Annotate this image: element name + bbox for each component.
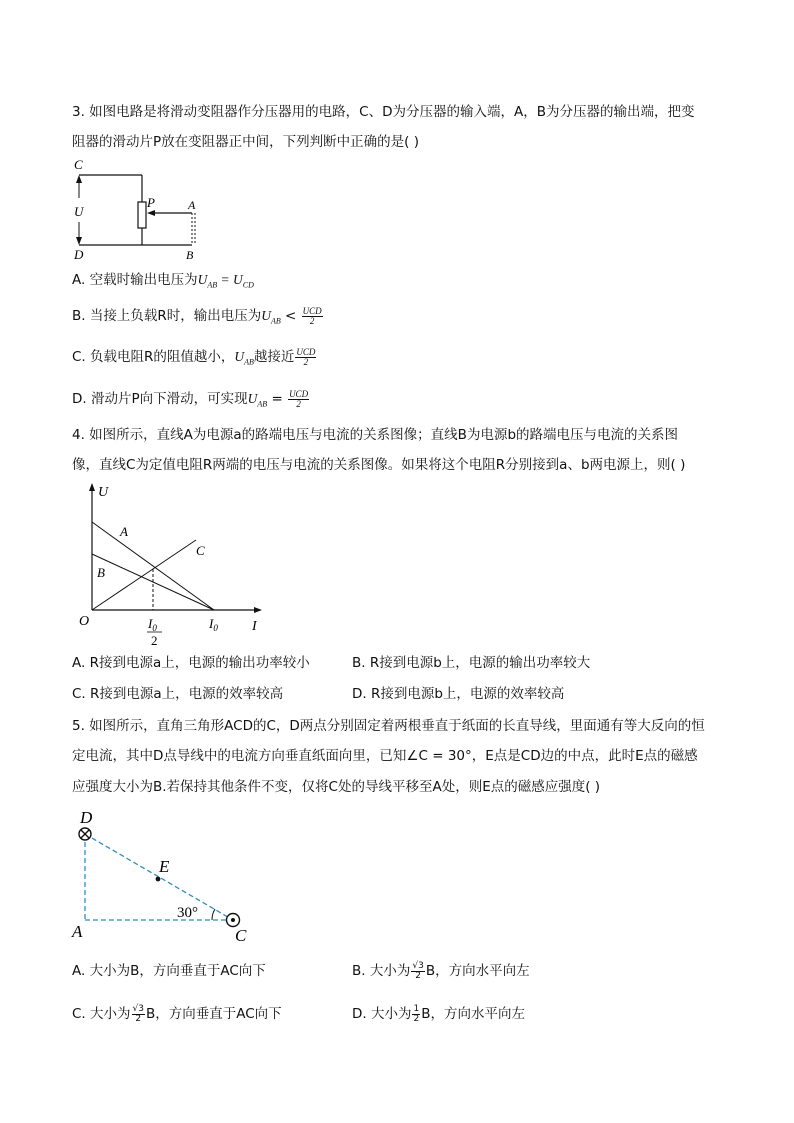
q4-i0-label: $I_0$ [209, 616, 218, 633]
q3-option-b: B. 当接上负载R时，输出电压为$U_{AB}$ < $\frac{\text{UCD}}{2}$ [72, 305, 322, 326]
q5-label-d: D [80, 808, 93, 827]
q5-triangle-figure [66, 804, 266, 949]
q4-half-i0-den: 2 [151, 633, 158, 648]
q3-stem-line2: 阻器的滑动片P放在变阻器正中间，下列判断中正确的是( ) [72, 134, 419, 150]
q4-stem-line2: 像，直线C为定值电阻R两端的电压与电流的关系图像。如果将这个电阻R分别接到a、b两电源上，则( ) [72, 457, 686, 473]
q3-label-u: U [74, 204, 84, 219]
q3-option-c: C. 负载电阻R的阻值越小，$U_{AB}$越接近 $\frac{\text{UCD}}{2}$ [72, 346, 316, 367]
q3-option-d: D. 滑动片P向下滑动，可实现$U_{AB}$ = $\frac{\text{UCD}}{2}$ [72, 388, 309, 409]
q5-point-e [156, 877, 161, 882]
q4-half-i0-num: $I_0$ [148, 616, 157, 633]
q3-label-b: B [186, 248, 194, 262]
q4-origin-label: O [79, 614, 90, 629]
q5-stem-line3: 应强度大小为B.若保持其他条件不变，仅将C处的导线平移至A处，则E点的磁感应强度( ) [72, 779, 601, 795]
q3-slider-arrow [147, 210, 155, 216]
q5-label-a: A [72, 922, 83, 941]
q3-label-a: A [188, 198, 196, 212]
q3-label-c: C [74, 157, 83, 172]
q4-line-a-label: A [120, 524, 128, 539]
q3-label-p: P [147, 195, 155, 210]
q5-option-a: A. 大小为B，方向垂直于AC向下 [72, 963, 266, 979]
q4-line-b-label: B [97, 565, 105, 580]
q3-stem-line1: 3. 如图电路是将滑动变阻器作分压器用的电路，C、D为分压器的输入端，A，B为分压器的输出端，把变 [72, 104, 695, 120]
q3-label-d: D [74, 247, 84, 262]
q3-option-a: A. 空载时输出电压为$U_{AB} = U_{CD}$ [72, 272, 254, 290]
q4-line-c [92, 540, 196, 610]
q5-angle-label: 30° [177, 905, 198, 921]
q5-stem-line2: 定电流，其中D点导线中的电流方向垂直纸面向里，已知∠C = 30°，E点是CD边的中点，此时E点的磁感 [72, 748, 698, 764]
q5-label-e: E [159, 857, 170, 876]
q5-option-d: D. 大小为 $\frac{1}{2}$ B，方向水平向左 [352, 1003, 525, 1024]
q3-circuit-figure [66, 156, 216, 266]
q4-option-c: C. R接到电源a上，电源的效率较高 [72, 686, 284, 702]
q5-option-c: C. 大小为 $\frac{√3}{2}$ B，方向垂直于AC向下 [72, 1003, 282, 1024]
q4-line-c-label: C [196, 543, 205, 558]
q4-ui-graph [74, 478, 274, 648]
q4-stem-line1: 4. 如图所示，直线A为电源a的路端电压与电流的关系图像；直线B为电源b的路端电压与电流的关系图 [72, 427, 679, 443]
q4-option-d: D. R接到电源b上，电源的效率较高 [352, 686, 565, 702]
q4-i-axis-label: I [252, 619, 257, 634]
q4-u-axis-label: U [98, 485, 109, 500]
q5-label-c: C [235, 926, 247, 945]
q3-rheostat [138, 202, 146, 228]
q5-stem-line1: 5. 如图所示，直角三角形ACD的C，D两点分别固定着两根垂直于纸面的长直导线，里面通有等大反向的恒 [72, 718, 705, 734]
q4-option-b: B. R接到电源b上，电源的输出功率较大 [352, 655, 591, 671]
q4-option-a: A. R接到电源a上，电源的输出功率较小 [72, 655, 310, 671]
q5-option-b: B. 大小为 $\frac{√3}{2}$ B，方向水平向左 [352, 960, 530, 981]
